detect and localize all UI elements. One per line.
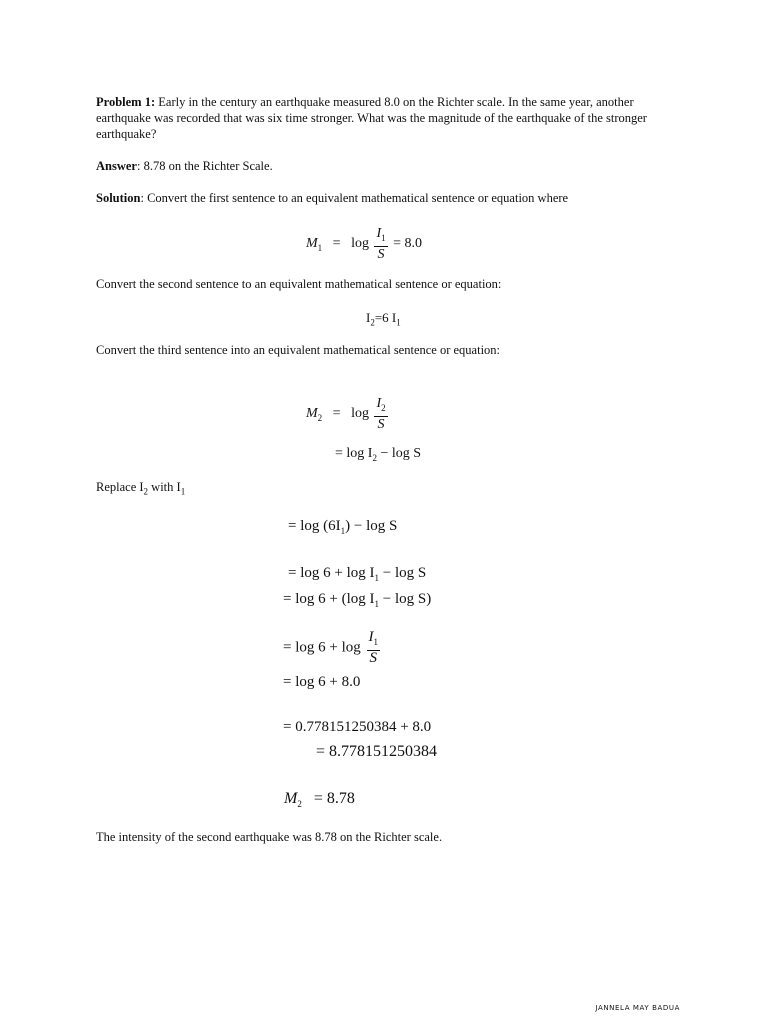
step4-a: = log 6 + log <box>283 639 361 656</box>
step-1 <box>288 518 397 536</box>
equation-i2 <box>366 310 401 328</box>
eq1-lhs: M <box>306 236 318 252</box>
answer-label: Answer <box>96 159 137 173</box>
equation-m1 <box>306 226 422 262</box>
eq3-den: S <box>377 416 385 432</box>
step-3 <box>283 591 431 609</box>
eq2-i: I <box>366 310 371 325</box>
final-lhs-sub: 2 <box>297 799 302 810</box>
step-6: = 0.778151250384 + 8.0 <box>283 719 432 735</box>
eq1-num: I <box>376 226 382 241</box>
eq1-rhs: = 8.0 <box>393 236 423 252</box>
eq3-num: I <box>376 396 382 411</box>
eq1-equals: = <box>332 236 341 252</box>
answer-line <box>96 158 676 174</box>
step4-den: S <box>369 650 378 666</box>
step4-num: I <box>368 629 374 645</box>
step1-b: ) − log S <box>345 518 398 534</box>
step4-num-sub: 1 <box>373 637 379 647</box>
eq2-sub2: 1 <box>396 317 401 328</box>
eq1-fraction <box>374 226 387 262</box>
problem-label: Problem 1: <box>96 95 156 109</box>
solution-text: : Convert the first sentence to an equivalent mathematical sentence or equation where <box>140 191 569 205</box>
step-7: = 8.778151250384 <box>316 743 438 760</box>
step3-text: Convert the third sentence into an equivalent mathematical sentence or equation: <box>96 343 501 357</box>
step2-b: − log S <box>379 565 427 581</box>
eq3-num-sub: 2 <box>381 402 386 413</box>
step1-a: = log (6I <box>288 518 341 534</box>
equation-log-diff <box>335 446 421 463</box>
eq1-den: S <box>377 246 385 262</box>
step1-sub: 1 <box>340 526 346 536</box>
eq2-mid: =6 I <box>374 310 397 325</box>
step-5: = log 6 + 8.0 <box>283 674 361 690</box>
replace-line <box>96 479 676 500</box>
step4-fraction <box>367 630 381 666</box>
step2-text: Convert the second sentence to an equivalent mathematical sentence or equation: <box>96 277 502 291</box>
final-equation <box>284 790 355 809</box>
replace-sub-a: 2 <box>143 486 149 497</box>
author-footer: JANNELA MAY BADUA <box>595 1004 680 1012</box>
final-rhs: = 8.78 <box>313 790 355 807</box>
final-lhs: M <box>284 790 298 807</box>
replace-a: Replace I <box>96 480 144 494</box>
step-2 <box>288 565 426 583</box>
solution-line <box>96 190 676 206</box>
replace-b: with I <box>148 480 181 494</box>
problem-paragraph <box>96 94 676 142</box>
eq1-log: log <box>351 236 369 252</box>
eq3-lhs: M <box>306 406 318 422</box>
step3-sub: 1 <box>374 599 379 609</box>
answer-text: : 8.78 on the Richter Scale. <box>136 159 273 173</box>
eq3-log: log <box>351 406 369 422</box>
replace-sub-b: 1 <box>180 486 186 497</box>
eq3-lhs-sub: 2 <box>317 412 323 423</box>
step2-a: = log 6 + log I <box>288 565 375 581</box>
eq1-num-sub: 1 <box>381 232 386 243</box>
eq3-equals: = <box>332 406 341 422</box>
eq4-sub: 2 <box>372 452 377 463</box>
eq1-lhs-sub: 1 <box>317 242 323 253</box>
eq4-b: − log S <box>376 446 422 461</box>
eq3-fraction <box>374 396 387 432</box>
conclusion: The intensity of the second earthquake was 8.78 on the Richter scale. <box>96 830 443 844</box>
step3-b: − log S) <box>379 591 432 607</box>
step2-sub: 1 <box>374 573 379 583</box>
eq4-a: = log I <box>335 446 373 461</box>
step-4 <box>283 630 382 666</box>
equation-m2 <box>306 396 390 432</box>
eq2-sub1: 2 <box>370 317 375 328</box>
solution-label: Solution <box>96 191 141 205</box>
problem-text: Early in the century an earthquake measured 8.0 on the Richter scale. In the same year, another earthquake was recorded that was six time stronger. What was the magnitude of the earthquake of the stronger earthquake? <box>96 95 647 141</box>
step3-a: = log 6 + (log I <box>283 591 375 607</box>
